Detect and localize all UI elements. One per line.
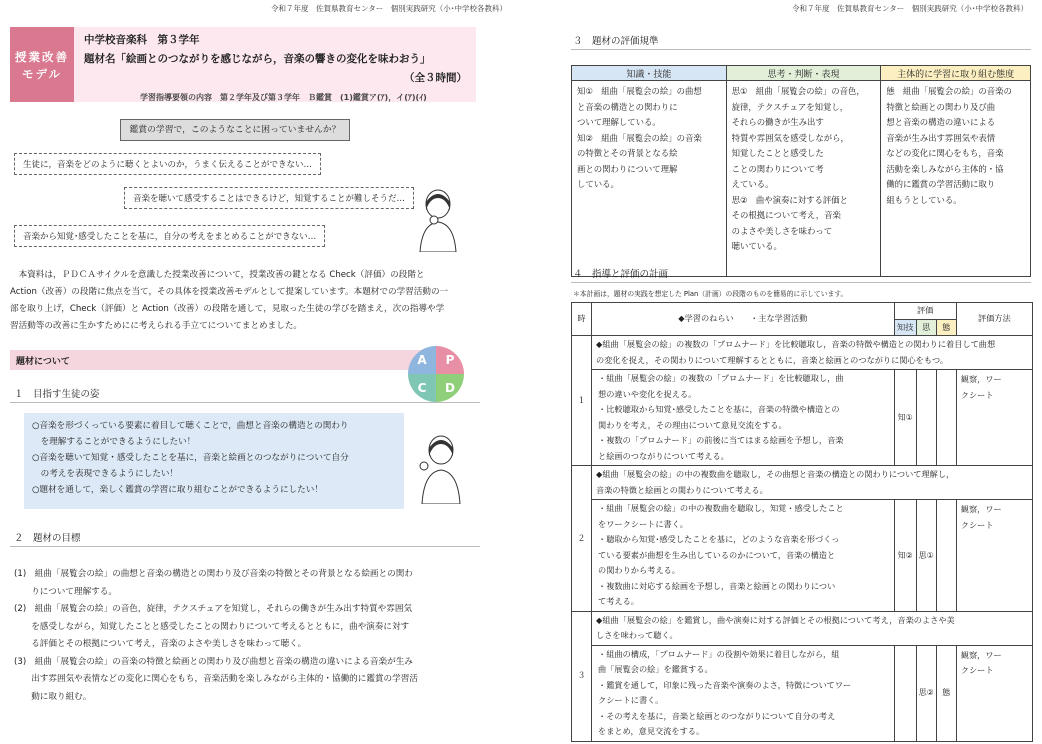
text-line: 特質や雰囲気を感受しながら， xyxy=(731,132,849,143)
text-line: ・聴取から知覚･感受したことを基に，どのような音楽を形づくっ xyxy=(598,534,840,544)
plan-t-2: 思① xyxy=(916,500,936,612)
text-line: している。 xyxy=(577,179,619,189)
plan-header-aim: ◆学習のねらい ・主な学習活動 xyxy=(592,303,895,336)
pdca-c: C xyxy=(408,374,436,402)
plan-activities-1 xyxy=(592,370,895,466)
plan-activities-3 xyxy=(592,645,895,741)
plan-time-1: １ xyxy=(572,336,592,466)
text-line: 知① 組曲「展覧会の絵」の曲想 xyxy=(577,86,702,96)
plan-k-2: 知② xyxy=(894,500,916,612)
plan-activities-2 xyxy=(592,500,895,612)
text-line: 活動を楽しみながら主体的・協 xyxy=(886,163,1004,174)
text-line: 態 組曲「展覧会の絵」の音楽の xyxy=(886,86,1012,96)
heading-plan: ４ 指導と評価の計画 xyxy=(573,269,669,280)
text-line: 動に取り組む。 xyxy=(14,691,92,702)
section-band: 題材について xyxy=(10,350,430,370)
text-line: 旋律，テクスチュアを知覚し， xyxy=(731,101,849,112)
eval-header-attitude: 主体的に学習に取り組む態度 xyxy=(881,66,1031,81)
text-line: ○音楽を聴いて知覚・感受したことを基に，音楽と絵画とのつながりについて自分 xyxy=(32,453,349,463)
plan-time-2: ２ xyxy=(572,466,592,612)
text-line: ・組曲「展覧会の絵」の中の複数曲を聴取し，知覚・感受したこと xyxy=(598,503,844,513)
plan-header-method: 評価方法 xyxy=(956,303,1032,336)
badge-line2: モデル xyxy=(22,67,62,81)
text-line: 曲「展覧会の絵」を鑑賞する。 xyxy=(598,664,713,674)
text-line: 習活動等の改善に生かすためにに考えられる手立てについてまとめました。 xyxy=(10,321,303,331)
text-line: をワークシートに書く。 xyxy=(598,518,688,529)
text-line: 想と音楽の構造の違いによる xyxy=(886,117,996,127)
text-line: ている要素が曲想を生み出しているのかについて，音楽の構造と xyxy=(598,549,836,560)
divider xyxy=(571,282,1031,283)
text-line: 思② 曲や演奏に対する評価と xyxy=(731,194,849,205)
badge-line1: 授業改善 xyxy=(15,50,69,64)
plan-method-2: 観察，ワー クシート xyxy=(956,500,1032,612)
text-line: 出す雰囲気や表情などの変化に関心をもち，音楽活動を楽しみながら主体的・協働的に鑑賞の学習活 xyxy=(14,674,418,684)
text-line: 本資料は，ＰＤＣＡサイクルを意識した授業改善について，授業改善の鍵となる Check（評価）の段階と xyxy=(10,270,425,280)
worry-3: 音楽から知覚･感受したことを基に，自分の考えをまとめることができない… xyxy=(14,225,325,247)
text-line: (3) 組曲「展覧会の絵」の音楽の特徴と絵画との関わり及び曲想と音楽の構造の違いによる音楽が生み xyxy=(14,656,413,667)
right-page xyxy=(521,0,1042,744)
evaluation-criteria-table xyxy=(571,65,1031,277)
plan-table xyxy=(571,302,1033,742)
text-line: 知② 組曲「展覧会の絵」の音楽 xyxy=(577,132,702,143)
plan-header-thinking: 思 xyxy=(916,319,936,336)
text-line: ことの関わりについて考 xyxy=(731,163,824,174)
text-line: ◆組曲「展覧会の絵」を鑑賞し，曲や演奏に対する評価とその根拠について考え，音楽のよさや美 xyxy=(596,614,955,625)
worried-teacher-illustration xyxy=(412,186,464,252)
text-line: ・比較聴取から知覚･感受したことを基に，音楽の特徴や構造との xyxy=(598,404,840,414)
divider xyxy=(10,546,480,547)
unit-title: 題材名「絵画とのつながりを感じながら，音楽の響きの変化を味わおう」 xyxy=(84,53,431,65)
text-line: 働的に鑑賞の学習活動に取り xyxy=(886,179,996,189)
heading-evaluation-criteria: ３ 題材の評価規準 xyxy=(573,36,659,47)
plan-a-1 xyxy=(936,370,956,466)
eval-header-knowledge: 知識・技能 xyxy=(572,66,727,81)
plan-aim-2 xyxy=(592,466,1033,500)
text-line: Action（改善）の段階に焦点を当て，その具体を授業改善モデルとして提案しています。本題材での学習活動の一 xyxy=(10,287,449,297)
eval-knowledge-cell xyxy=(572,81,727,277)
plan-time-3: ３ xyxy=(572,611,592,741)
text-line: クシートに書く。 xyxy=(598,695,664,705)
model-badge xyxy=(10,27,74,102)
plan-header-attitude: 態 xyxy=(936,319,956,336)
text-line: 音楽が生み出す雰囲気や表情 xyxy=(886,132,996,143)
page-header: 令和７年度 佐賀県教育センター 個別実践研究（小･中学校各教科） xyxy=(271,4,507,13)
text-line: ○題材を通して，楽しく鑑賞の学習に取り組むことができるようにしたい！ xyxy=(32,485,323,495)
hours-label: （全３時間） xyxy=(404,72,467,84)
text-line: 聴いている。 xyxy=(731,241,782,251)
text-line: 関わりを考え，その理由について意見交流をする。 xyxy=(598,419,787,430)
text-line: と音楽の構造との関わりに xyxy=(577,101,678,112)
text-line: をまとめ，意見交流をする。 xyxy=(598,726,705,736)
text-line: ・鑑賞を通して，印象に残った音楽や演奏のよさ，特徴についてワー xyxy=(598,679,852,690)
text-line: ○音楽を形づくっている要素に着目して聴くことで，曲想と音楽の構造との関わり xyxy=(32,421,349,431)
text-line: を理解することができるようにしたい！ xyxy=(32,437,196,447)
page-header: 令和７年度 佐賀県教育センター 個別実践研究（小･中学校各教科） xyxy=(792,4,1028,13)
heading-goal-student: １ 目指す生徒の姿 xyxy=(14,389,100,400)
divider xyxy=(571,49,1031,50)
plan-t-3: 思② xyxy=(916,645,936,741)
text-line: ・複数曲に対応する絵画を予想し，音楽と絵画との関わりについ xyxy=(598,580,836,591)
plan-a-3: 態 xyxy=(936,645,956,741)
text-line: の特徴とその背景となる絵 xyxy=(577,148,678,158)
pdca-icon xyxy=(408,346,464,402)
text-line: その根拠について考え，音楽 xyxy=(731,210,841,220)
text-line: 想の違いや変化を捉える。 xyxy=(598,388,697,399)
objectives-list xyxy=(14,566,484,706)
plan-aim-1 xyxy=(592,336,1033,370)
plan-header-knowledge: 知技 xyxy=(894,319,916,336)
question-box: 鑑賞の学習で，このようなことに困っていませんか？ xyxy=(120,119,350,141)
text-line: (1) 組曲「展覧会の絵」の曲想と音楽の構造との関わり及び音楽の特徴とその背景となる絵画との関わ xyxy=(14,569,413,579)
text-line: 組もうとしている。 xyxy=(886,194,962,205)
text-line: の考えを表現できるようにしたい！ xyxy=(32,469,179,479)
plan-header-time: 時 xyxy=(572,303,592,336)
text-line: ・複数の「プロムナード」の前後に当てはまる絵画を予想し，音楽 xyxy=(598,435,844,445)
plan-method-3: 観察，ワー クシート xyxy=(956,645,1032,741)
eval-thinking-cell xyxy=(726,81,881,277)
intro-text xyxy=(10,267,480,335)
text-line: りについて理解する。 xyxy=(14,586,117,597)
divider xyxy=(10,402,480,403)
plan-method-1: 観察，ワー クシート xyxy=(956,370,1032,466)
text-line: 部を取り上げ，Check（評価）と Action（改善）の段階を通して，見取った生徒の学びを踏まえ，次の指導や学 xyxy=(10,304,445,314)
text-line: を感受しながら，知覚したことと感受したことの関わりについて考えるとともに，曲や演奏に対す xyxy=(14,621,410,632)
pdca-p: P xyxy=(436,346,464,374)
cheerful-teacher-illustration xyxy=(414,432,468,504)
text-line: ・組曲の構成，「プロムナード」の役割や効果に着目しながら，組 xyxy=(598,648,840,659)
text-line: る評価とその根拠について考え，音楽のよさや美しさを味わって聴く。 xyxy=(14,639,307,649)
text-line: ◆組曲「展覧会の絵」の中の複数曲を聴取し，その曲想と音楽の構造との関わりについて理解し， xyxy=(596,469,955,479)
text-line: 音楽の特徴と絵画との関わりについて考える。 xyxy=(596,484,768,495)
text-line: ・組曲「展覧会の絵」の複数の「プロムナード」を比較聴取し，曲 xyxy=(598,373,844,383)
plan-t-1 xyxy=(916,370,936,466)
text-line: それらの働きが生み出す xyxy=(731,117,824,127)
text-line: 画との関わりについて理解 xyxy=(577,163,678,174)
text-line: ・その考えを基に，音楽と絵画とのつながりについて自分の考え xyxy=(598,710,836,721)
plan-aim-3 xyxy=(592,611,1033,645)
text-line: 特徴と絵画との関わり及び曲 xyxy=(886,101,996,112)
text-line: の変化を捉え，その関わりについて理解するとともに，音楽と絵画とのつながりに関心をもつ。 xyxy=(596,354,949,365)
heading-objectives: ２ 題材の目標 xyxy=(14,533,81,544)
text-line: などの変化に関心をもち，音楽 xyxy=(886,148,1004,158)
goals-box xyxy=(24,413,404,509)
eval-header-thinking: 思考・判断・表現 xyxy=(726,66,881,81)
text-line: て考える。 xyxy=(598,596,639,606)
eval-attitude-cell xyxy=(881,81,1031,277)
plan-k-3 xyxy=(894,645,916,741)
guideline: 学習指導要領の内容 第２学年及び第３学年 Ｂ鑑賞 (1)鑑賞ア(ｱ)，イ(ｱ)(ｲ) xyxy=(140,93,427,102)
text-line: ◆組曲「展覧会の絵」の複数の「プロムナード」を比較聴取し，音楽の特徴や構造との関わりに着目して曲想 xyxy=(596,339,996,349)
grade-title: 中学校音楽科 第３学年 xyxy=(84,34,200,46)
text-line: (2) 組曲「展覧会の絵」の音色，旋律，テクスチュアを知覚し，それらの働きが生み出す特質や雰囲気 xyxy=(14,604,413,614)
worry-1: 生徒に，音楽をどのように聴くとよいのか，うまく伝えることができない… xyxy=(14,153,321,175)
worry-2: 音楽を聴いて感受することはできるけど，知覚することが難しそうだ… xyxy=(124,187,414,209)
plan-note: ＊本計画は，題材の実践を想定した Plan（計画）の段階のものを簡易的に示しています。 xyxy=(573,290,848,298)
plan-a-2 xyxy=(936,500,956,612)
text-line: の関わりから考える。 xyxy=(598,565,680,575)
text-line: しさを味わって聴く。 xyxy=(596,630,678,640)
text-line: えている。 xyxy=(731,179,774,189)
text-line: 知覚したことと感受した xyxy=(731,148,824,158)
text-line: と絵画のつながりについて考える。 xyxy=(598,450,729,461)
plan-k-1: 知① xyxy=(894,370,916,466)
text-line: のよさや美しさを味わって xyxy=(731,225,833,236)
pdca-d: D xyxy=(436,374,464,402)
plan-header-eval: 評価 xyxy=(894,303,956,320)
pdca-a: A xyxy=(408,346,436,374)
text-line: ついて理解している。 xyxy=(577,117,661,127)
text-line: 思① 組曲「展覧会の絵」の音色， xyxy=(731,86,865,96)
